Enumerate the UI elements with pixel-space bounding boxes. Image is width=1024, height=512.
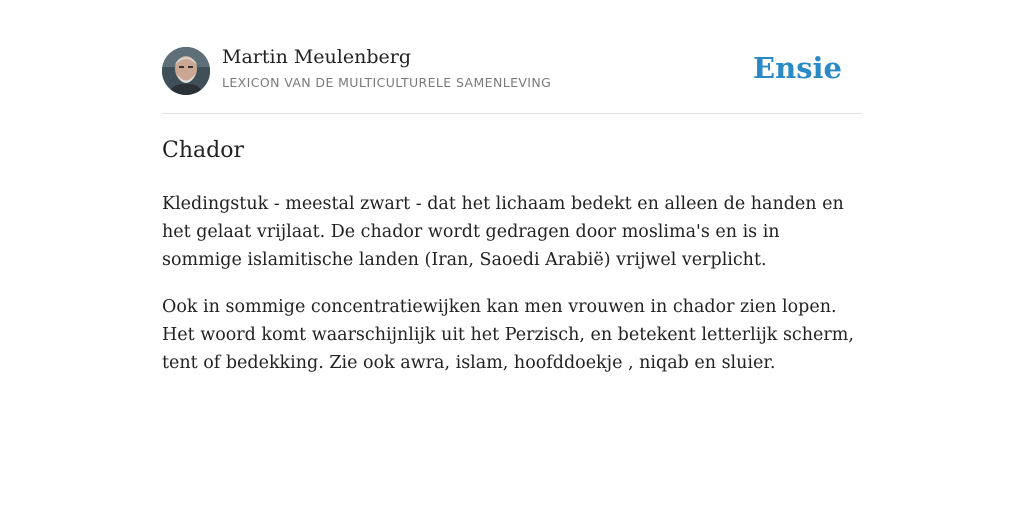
- entry-paragraph-2: Ook in sommige concentratiewijken kan men vrouwen in chador zien lopen. Het woord komt waarschijnlijk uit het Perzisch, en betekent letterlijk scherm, tent of bedekking. Zie ook awra, islam, hoofddoekje , niqab en sluier.: [162, 297, 854, 373]
- avatar-image: [162, 47, 210, 95]
- author-name[interactable]: Martin Meulenberg: [222, 46, 411, 68]
- header-divider: [162, 113, 862, 114]
- lexicon-name[interactable]: LEXICON VAN DE MULTICULTURELE SAMENLEVING: [222, 75, 552, 90]
- entry-header: [162, 46, 862, 96]
- entry-body: [162, 190, 862, 396]
- entry-paragraph-1: Kledingstuk - meestal zwart - dat het lichaam bedekt en alleen de handen en het gelaat vrijlaat. De chador wordt gedragen door moslima's en is in sommige islamitische landen (Iran, Saoedi Arabië) vrijwel verplicht.: [162, 194, 844, 270]
- ensie-logo[interactable]: Ensie: [753, 51, 842, 85]
- author-avatar[interactable]: [162, 47, 210, 95]
- entry-title: Chador: [162, 138, 244, 163]
